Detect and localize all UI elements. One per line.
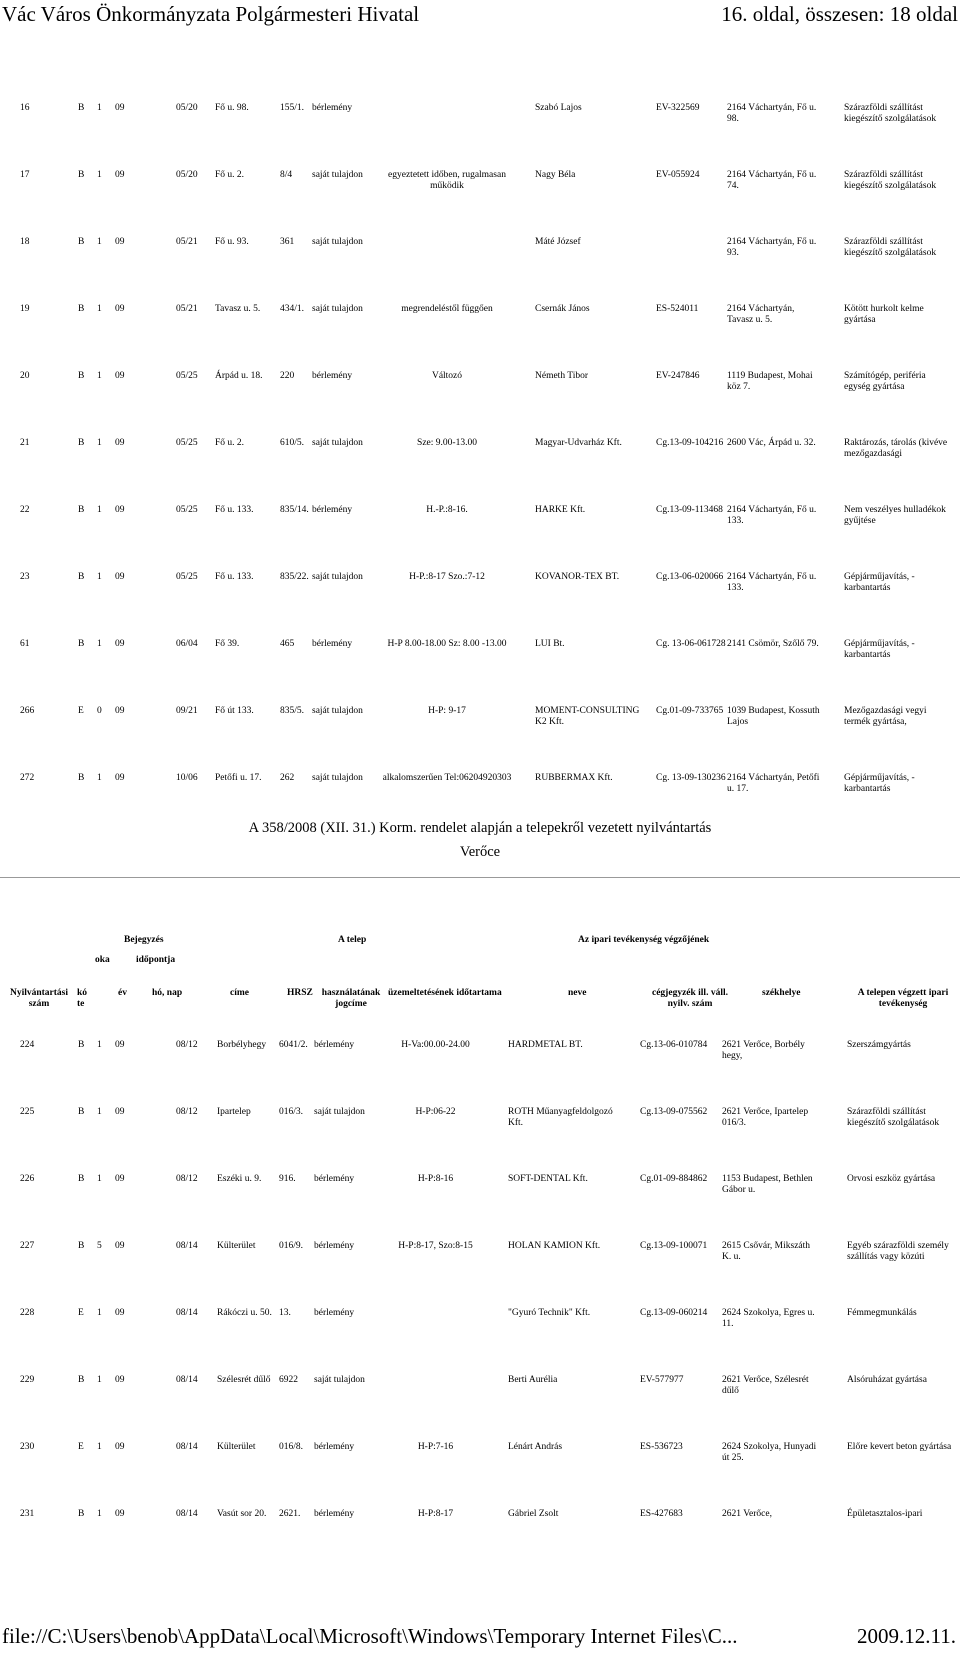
cell-neve: LUI Bt.	[535, 639, 565, 649]
cell-tev: Alsóruházat gyártása	[847, 1375, 927, 1385]
cell-cg: EV-322569	[656, 103, 700, 113]
cell-szek: 2164 Váchartyán, Fő u. 93.	[727, 237, 817, 258]
cell-nyil: 21	[20, 438, 30, 448]
cell-oka: B	[78, 1107, 85, 1117]
cell-tev: Szárazföldi szállítást kiegészítő szolgálatások	[844, 170, 937, 191]
cell-cg: EV-055924	[656, 170, 700, 180]
cell-kod: 1	[97, 505, 102, 515]
cell-ho: 08/14	[176, 1509, 198, 1519]
cell-tev: Gépjárműjavítás, -karbantartás	[844, 773, 915, 794]
cell-szek: 2600 Vác, Árpád u. 32.	[727, 438, 816, 448]
cell-ho: 08/12	[176, 1174, 198, 1184]
cell-hrsz: 835/22.	[280, 572, 309, 582]
cell-cim: Petőfi u. 17.	[215, 773, 262, 783]
header-uzemeltetes-idotartama: üzemeltetésének időtartama	[388, 988, 502, 998]
cell-jog: bérlemény	[312, 639, 353, 649]
cell-ev: 09	[115, 103, 125, 113]
table-row	[0, 1375, 960, 1435]
cell-szek: 2621 Verőce, Szélesrét dűlő	[722, 1375, 809, 1396]
cell-ev: 09	[115, 773, 125, 783]
table-row	[0, 1107, 960, 1167]
section-title: A 358/2008 (XII. 31.) Korm. rendelet alapján a telepekről vezetett nyilvántartás	[248, 820, 712, 836]
cell-cim: Eszéki u. 9.	[217, 1174, 262, 1184]
cell-hrsz: 6041/2.	[279, 1040, 308, 1050]
cell-uzem: H-P: 9-17	[428, 706, 466, 716]
cell-nyil: 226	[20, 1174, 35, 1184]
cell-kod: 1	[97, 304, 102, 314]
cell-oka: E	[78, 706, 84, 716]
cell-ho: 05/25	[176, 505, 198, 515]
cell-oka: B	[78, 773, 85, 783]
cell-uzem: H-P 8.00-18.00 Sz: 8.00 -13.00	[387, 639, 507, 649]
cell-ho: 05/25	[176, 572, 198, 582]
cell-tev: Nem veszélyes hulladékok gyűjtése	[844, 505, 946, 526]
cell-cg: EV-577977	[640, 1375, 684, 1385]
header-kod: kó te	[77, 988, 88, 1009]
header-ho-nap: hó, nap	[152, 988, 183, 998]
cell-cg: Cg.01-09-884862	[640, 1174, 708, 1184]
table-row	[0, 1040, 960, 1100]
cell-ho: 05/25	[176, 438, 198, 448]
cell-ev: 09	[115, 1509, 125, 1519]
table-row	[0, 103, 960, 163]
cell-kod: 1	[97, 572, 102, 582]
cell-szek: 2624 Szokolya, Hunyadi út 25.	[722, 1442, 817, 1463]
cell-szek: 1153 Budapest, Bethlen Gábor u.	[722, 1174, 813, 1195]
table-row	[0, 1509, 960, 1569]
cell-ev: 09	[115, 1375, 125, 1385]
cell-oka: B	[78, 1040, 85, 1050]
cell-cim: Fő u. 93.	[215, 237, 249, 247]
cell-oka: B	[78, 170, 85, 180]
cell-neve: "Gyuró Technik" Kft.	[508, 1308, 591, 1318]
cell-ev: 09	[115, 1174, 125, 1184]
cell-szek: 2621 Verőce, Borbély hegy,	[722, 1040, 805, 1061]
footer-file-path: file://C:\Users\benob\AppData\Local\Microsoft\Windows\Temporary Internet Files\C...	[2, 1624, 738, 1648]
cell-jog: bérlemény	[312, 371, 353, 381]
cell-cim: Borbélyhegy	[217, 1040, 267, 1050]
cell-cim: Ipartelep	[217, 1107, 251, 1117]
cell-szek: 2624 Szokolya, Egres u. 11.	[722, 1308, 815, 1329]
cell-hrsz: 13.	[279, 1308, 291, 1318]
section-subtitle: Verőce	[459, 844, 501, 860]
cell-oka: B	[78, 639, 85, 649]
cell-neve: Magyar-Udvarház Kft.	[535, 438, 622, 448]
cell-nyil: 266	[20, 706, 35, 716]
cell-jog: saját tulajdon	[312, 706, 363, 716]
cell-kod: 1	[97, 1174, 102, 1184]
cell-jog: saját tulajdon	[312, 438, 363, 448]
cell-ho: 05/20	[176, 170, 198, 180]
cell-uzem: H-P:8-17	[417, 1509, 454, 1519]
header-hrsz: HRSZ	[287, 988, 313, 998]
header-bejegyzes: Bejegyzés	[124, 935, 164, 945]
cell-kod: 5	[97, 1241, 102, 1251]
cell-cim: Rákóczi u. 50.	[217, 1308, 272, 1318]
cell-cg: Cg. 13-09-130236	[656, 773, 726, 783]
page-header	[0, 2, 960, 36]
cell-oka: B	[78, 1375, 85, 1385]
cell-nyil: 225	[20, 1107, 35, 1117]
cell-cg: Cg.01-09-733765	[656, 706, 724, 716]
cell-uzem: Változó	[431, 371, 463, 381]
cell-cim: Fő 39.	[215, 639, 240, 649]
cell-uzem: H-Va:00.00-24.00	[401, 1040, 470, 1050]
cell-neve: ROTH Műanyagfeldolgozó Kft.	[508, 1107, 613, 1128]
cell-nyil: 16	[20, 103, 30, 113]
cell-cg: ES-524011	[656, 304, 699, 314]
cell-oka: E	[78, 1308, 84, 1318]
header-nyilvantartasi-szam: Nyilvántartási szám	[9, 988, 69, 1009]
cell-hrsz: 016/3.	[279, 1107, 304, 1117]
header-cegjegyzek: cégjegyzék ill. váll. nyilv. szám	[652, 988, 728, 1009]
cell-ev: 09	[115, 237, 125, 247]
cell-cg: Cg.13-06-010784	[640, 1040, 708, 1050]
cell-ho: 08/14	[176, 1241, 198, 1251]
cell-nyil: 227	[20, 1241, 35, 1251]
cell-kod: 0	[97, 706, 102, 716]
cell-tev: Mezőgazdasági vegyi termék gyártása,	[844, 706, 927, 727]
cell-hrsz: 434/1.	[280, 304, 305, 314]
cell-nyil: 231	[20, 1509, 35, 1519]
cell-szek: 2164 Váchartyán, Tavasz u. 5.	[727, 304, 795, 325]
cell-uzem: H-P:8-17, Szo:8-15	[398, 1241, 473, 1251]
cell-ev: 09	[115, 1241, 125, 1251]
cell-kod: 1	[97, 1308, 102, 1318]
cell-ho: 08/12	[176, 1040, 198, 1050]
cell-tev: Orvosi eszköz gyártása	[847, 1174, 936, 1184]
cell-hrsz: 6922	[279, 1375, 298, 1385]
cell-tev: Gépjárműjavítás, -karbantartás	[844, 639, 915, 660]
cell-ho: 10/06	[176, 773, 198, 783]
cell-kod: 1	[97, 1442, 102, 1452]
cell-ho: 05/20	[176, 103, 198, 113]
cell-ho: 08/14	[176, 1442, 198, 1452]
cell-szek: 2141 Csömör, Szőlő 79.	[727, 639, 819, 649]
cell-tev: Szerszámgyártás	[847, 1040, 911, 1050]
cell-hrsz: 2621.	[279, 1509, 301, 1519]
cell-ho: 05/25	[176, 371, 198, 381]
table-row	[0, 304, 960, 364]
cell-jog: saját tulajdon	[312, 237, 363, 247]
cell-szek: 2621 Verőce, Ipartelep 016/3.	[722, 1107, 809, 1128]
cell-szek: 2164 Váchartyán, Petőfi u. 17.	[727, 773, 820, 794]
cell-ev: 09	[115, 706, 125, 716]
cell-jog: saját tulajdon	[312, 572, 363, 582]
cell-hrsz: 835/5.	[280, 706, 305, 716]
cell-cim: Külterület	[217, 1241, 256, 1251]
cell-cg: Cg.13-09-113468	[656, 505, 723, 515]
cell-jog: saját tulajdon	[312, 773, 363, 783]
cell-nyil: 224	[20, 1040, 35, 1050]
cell-nyil: 22	[20, 505, 30, 515]
cell-neve: SOFT-DENTAL Kft.	[508, 1174, 588, 1184]
cell-jog: bérlemény	[314, 1174, 355, 1184]
cell-hrsz: 916.	[279, 1174, 296, 1184]
table-row	[0, 371, 960, 431]
table-row	[0, 1308, 960, 1368]
cell-kod: 1	[97, 170, 102, 180]
cell-hrsz: 016/8.	[279, 1442, 304, 1452]
cell-ev: 09	[115, 505, 125, 515]
cell-cg: Cg.13-06-020066	[656, 572, 724, 582]
cell-jog: bérlemény	[314, 1040, 355, 1050]
header-ipari-tevekenyseg: Az ipari tevékenység végzőjének	[578, 935, 710, 945]
cell-hrsz: 465	[280, 639, 295, 649]
cell-oka: B	[78, 1241, 85, 1251]
cell-cim: Vasút sor 20.	[217, 1509, 267, 1519]
cell-neve: MOMENT-CONSULTING K2 Kft.	[535, 706, 640, 727]
cell-szek: 2164 Váchartyán, Fő u. 74.	[727, 170, 817, 191]
cell-nyil: 20	[20, 371, 30, 381]
cell-szek: 2615 Csővár, Mikszáth K. u.	[722, 1241, 811, 1262]
table-row	[0, 706, 960, 766]
cell-hrsz: 262	[280, 773, 295, 783]
header-cime: címe	[230, 988, 249, 998]
cell-kod: 1	[97, 438, 102, 448]
cell-szek: 2621 Verőce,	[722, 1509, 772, 1519]
cell-oka: E	[78, 1442, 84, 1452]
cell-neve: KOVANOR-TEX BT.	[535, 572, 620, 582]
cell-nyil: 23	[20, 572, 30, 582]
cell-ev: 09	[115, 304, 125, 314]
cell-ev: 09	[115, 1107, 125, 1117]
cell-oka: B	[78, 371, 85, 381]
cell-cg: Cg.13-09-075562	[640, 1107, 708, 1117]
cell-nyil: 18	[20, 237, 30, 247]
cell-ev: 09	[115, 438, 125, 448]
cell-cim: Fő u. 2.	[215, 438, 245, 448]
cell-uzem: egyeztetett időben, rugalmasan működik	[388, 170, 506, 191]
cell-uzem: H-P:7-16	[417, 1442, 454, 1452]
cell-cim: Külterület	[217, 1442, 256, 1452]
cell-uzem: H-P.:8-17 Szo.:7-12	[409, 572, 485, 582]
cell-nyil: 17	[20, 170, 30, 180]
cell-cim: Fő u. 98.	[215, 103, 249, 113]
cell-oka: B	[78, 1509, 85, 1519]
cell-ho: 08/14	[176, 1308, 198, 1318]
cell-hrsz: 155/1.	[280, 103, 305, 113]
cell-jog: bérlemény	[314, 1308, 355, 1318]
header-idopontja: időpontja	[136, 955, 176, 965]
cell-cim: Tavasz u. 5.	[215, 304, 261, 314]
page-footer	[0, 1624, 960, 1654]
cell-uzem: Sze: 9.00-13.00	[417, 438, 477, 448]
cell-szek: 2164 Váchartyán, Fő u. 133.	[727, 505, 817, 526]
cell-ev: 09	[115, 371, 125, 381]
header-oka: oka	[95, 955, 110, 965]
header-szekhelye: székhelye	[762, 988, 801, 998]
cell-tev: Előre kevert beton gyártása	[847, 1442, 952, 1452]
cell-uzem: H.-P.:8-16.	[426, 505, 468, 515]
cell-cg: Cg. 13-06-061728	[656, 639, 726, 649]
cell-ho: 05/21	[176, 304, 198, 314]
cell-ev: 09	[115, 572, 125, 582]
header-ev: év	[118, 988, 127, 998]
cell-jog: bérlemény	[314, 1442, 355, 1452]
cell-jog: bérlemény	[314, 1241, 355, 1251]
cell-tev: Szárazföldi szállítást kiegészítő szolgálatások	[844, 237, 937, 258]
cell-cg: Cg.13-09-104216	[656, 438, 724, 448]
cell-tev: Kötött hurkolt kelme gyártása	[844, 304, 924, 325]
cell-oka: B	[78, 237, 85, 247]
cell-tev: Egyéb szárazföldi személy szállítás vagy közúti	[847, 1241, 949, 1262]
cell-tev: Gépjárműjavítás, -karbantartás	[844, 572, 915, 593]
cell-ev: 09	[115, 639, 125, 649]
cell-jog: saját tulajdon	[312, 304, 363, 314]
cell-hrsz: 835/14.	[280, 505, 309, 515]
cell-ho: 05/21	[176, 237, 198, 247]
cell-oka: B	[78, 103, 85, 113]
cell-nyil: 230	[20, 1442, 35, 1452]
cell-cg: ES-536723	[640, 1442, 683, 1452]
header-page-number: 16. oldal, összesen: 18 oldal	[721, 2, 958, 26]
cell-jog: saját tulajdon	[314, 1375, 365, 1385]
cell-cim: Fő u. 133.	[215, 505, 254, 515]
cell-oka: B	[78, 572, 85, 582]
cell-szek: 1119 Budapest, Mohai köz 7.	[727, 371, 813, 392]
cell-hrsz: 016/9.	[279, 1241, 304, 1251]
cell-neve: HARDMETAL BT.	[508, 1040, 583, 1050]
cell-tev: Szárazföldi szállítást kiegészítő szolgálatások	[847, 1107, 940, 1128]
cell-jog: bérlemény	[312, 103, 353, 113]
cell-nyil: 229	[20, 1375, 35, 1385]
header-divider-top	[0, 877, 960, 878]
cell-szek: 1039 Budapest, Kossuth Lajos	[727, 706, 820, 727]
table-row	[0, 170, 960, 230]
cell-ho: 08/12	[176, 1107, 198, 1117]
cell-uzem: alkalomszerűen Tel:06204920303	[382, 773, 512, 783]
header-telep: A telep	[338, 935, 367, 945]
cell-ev: 09	[115, 1442, 125, 1452]
cell-nyil: 228	[20, 1308, 35, 1318]
cell-cim: Szélesrét dűlő	[217, 1375, 271, 1385]
cell-cim: Fő u. 133.	[215, 572, 254, 582]
cell-kod: 1	[97, 773, 102, 783]
cell-oka: B	[78, 505, 85, 515]
table-row	[0, 237, 960, 297]
cell-jog: saját tulajdon	[314, 1107, 365, 1117]
cell-kod: 1	[97, 639, 102, 649]
cell-ho: 06/04	[176, 639, 198, 649]
table-row	[0, 438, 960, 498]
cell-cg: Cg.13-09-060214	[640, 1308, 708, 1318]
footer-date: 2009.12.11.	[857, 1624, 956, 1648]
cell-ev: 09	[115, 170, 125, 180]
cell-szek: 2164 Váchartyán, Fő u. 133.	[727, 572, 817, 593]
cell-oka: B	[78, 438, 85, 448]
cell-cim: Árpád u. 18.	[215, 371, 263, 381]
cell-neve: Szabó Lajos	[535, 103, 582, 113]
table-row	[0, 572, 960, 632]
header-telepen-vegzett-tevekenyseg: A telepen végzett ipari tevékenység	[857, 988, 949, 1009]
cell-tev: Épületasztalos-ipari	[847, 1509, 923, 1519]
header-hasznalat-jogcime: használatának jogcíme	[321, 988, 381, 1009]
cell-nyil: 19	[20, 304, 30, 314]
table-row	[0, 505, 960, 565]
cell-kod: 1	[97, 1509, 102, 1519]
table-row	[0, 639, 960, 699]
cell-tev: Fémmegmunkálás	[847, 1308, 917, 1318]
cell-szek: 2164 Váchartyán, Fő u. 98.	[727, 103, 817, 124]
table-row	[0, 1442, 960, 1502]
cell-ho: 09/21	[176, 706, 198, 716]
header-title: Vác Város Önkormányzata Polgármesteri Hivatal	[2, 2, 420, 26]
cell-cim: Fő út 133.	[215, 706, 254, 716]
cell-nyil: 61	[20, 639, 30, 649]
cell-kod: 1	[97, 1107, 102, 1117]
cell-uzem: H-P:06-22	[415, 1107, 456, 1117]
cell-jog: bérlemény	[312, 505, 353, 515]
cell-hrsz: 220	[280, 371, 295, 381]
cell-neve: Németh Tibor	[535, 371, 589, 381]
cell-neve: Nagy Béla	[535, 170, 576, 180]
cell-tev: Raktározás, tárolás (kivéve mezőgazdasági	[844, 438, 948, 459]
cell-neve: Lénárt András	[508, 1442, 563, 1452]
cell-oka: B	[78, 304, 85, 314]
cell-cim: Fő u. 2.	[215, 170, 245, 180]
cell-hrsz: 8/4	[280, 170, 293, 180]
cell-cg: ES-427683	[640, 1509, 683, 1519]
table-row	[0, 1241, 960, 1301]
cell-kod: 1	[97, 237, 102, 247]
cell-tev: Számítógép, periféria egység gyártása	[844, 371, 926, 392]
cell-ev: 09	[115, 1040, 125, 1050]
cell-oka: B	[78, 1174, 85, 1184]
table-row	[0, 1174, 960, 1234]
cell-neve: Gábriel Zsolt	[508, 1509, 559, 1519]
cell-jog: bérlemény	[314, 1509, 355, 1519]
cell-neve: Máté József	[535, 237, 581, 247]
cell-hrsz: 610/5.	[280, 438, 305, 448]
cell-hrsz: 361	[280, 237, 295, 247]
cell-jog: saját tulajdon	[312, 170, 363, 180]
cell-nyil: 272	[20, 773, 35, 783]
cell-cg: Cg.13-09-100071	[640, 1241, 708, 1251]
cell-ho: 08/14	[176, 1375, 198, 1385]
cell-uzem: H-P:8-16	[417, 1174, 454, 1184]
cell-neve: RUBBERMAX Kft.	[535, 773, 613, 783]
cell-uzem: megrendeléstől függően	[401, 304, 493, 314]
cell-kod: 1	[97, 1375, 102, 1385]
cell-neve: Berti Aurélia	[508, 1375, 558, 1385]
cell-ev: 09	[115, 1308, 125, 1318]
cell-kod: 1	[97, 1040, 102, 1050]
cell-tev: Szárazföldi szállítást kiegészítő szolgálatások	[844, 103, 937, 124]
cell-neve: HOLAN KAMION Kft.	[508, 1241, 601, 1251]
header-neve: neve	[568, 988, 587, 998]
cell-kod: 1	[97, 103, 102, 113]
cell-cg: EV-247846	[656, 371, 700, 381]
cell-neve: Csernák János	[535, 304, 590, 314]
cell-kod: 1	[97, 371, 102, 381]
cell-neve: HARKE Kft.	[535, 505, 586, 515]
